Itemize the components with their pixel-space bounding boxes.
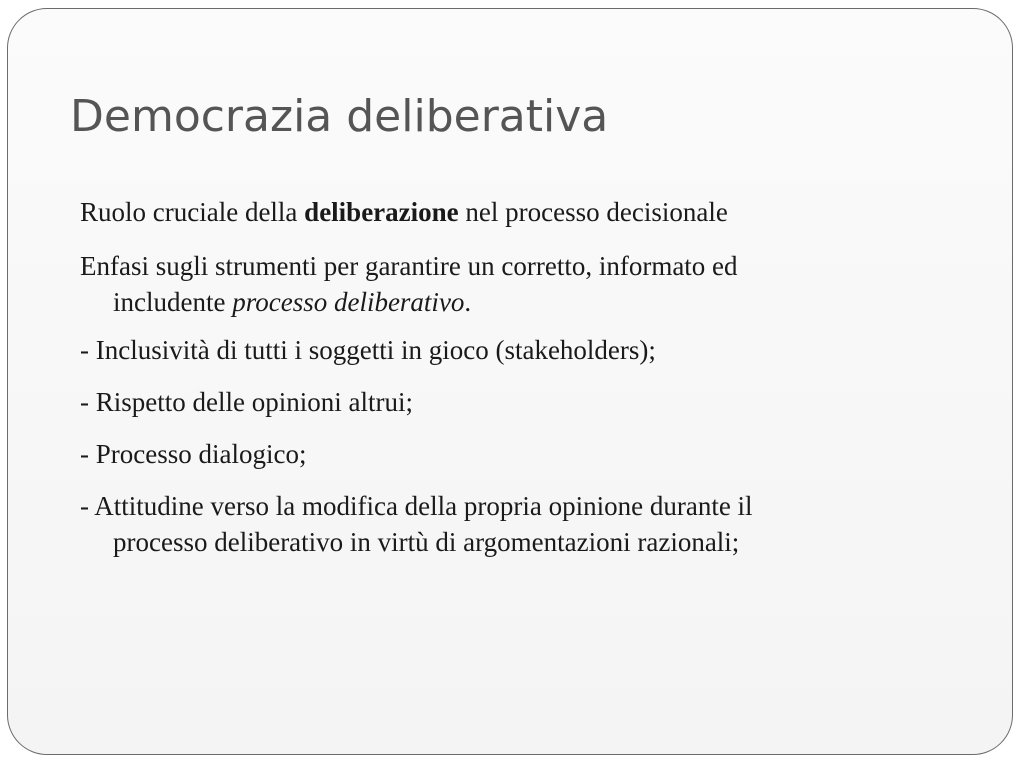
paragraph-line: Enfasi sugli strumenti per garantire un corretto, informato ed [80, 251, 738, 281]
slide-body [80, 191, 910, 568]
paragraph-role-of-deliberation [80, 191, 910, 234]
list-item-respect: - Rispetto delle opinioni altrui; [80, 387, 413, 417]
paragraph-text: . [464, 287, 472, 317]
list-item-dialogic-process: - Processo dialogico; [80, 439, 307, 469]
italic-processo-deliberativo: processo deliberativo [232, 287, 465, 317]
paragraph-line: - Attitudine verso la modifica della propria opinione durante il [80, 491, 753, 521]
list-item-attitude [80, 488, 910, 560]
paragraph-emphasis-tools [80, 248, 910, 320]
paragraph-text: nel processo decisionale [458, 197, 728, 227]
emphasis-deliberazione: deliberazione [304, 197, 459, 227]
paragraph-line: processo deliberativo in virtù di argomentazioni razionali; [113, 527, 740, 557]
paragraph-text: Ruolo cruciale della [80, 197, 305, 227]
slide-frame [7, 8, 1013, 755]
paragraph-text: includente [113, 287, 233, 317]
list-item-inclusivity: - Inclusività di tutti i soggetti in gioco (stakeholders); [80, 335, 656, 365]
slide-title: Democrazia deliberativa [70, 91, 609, 142]
